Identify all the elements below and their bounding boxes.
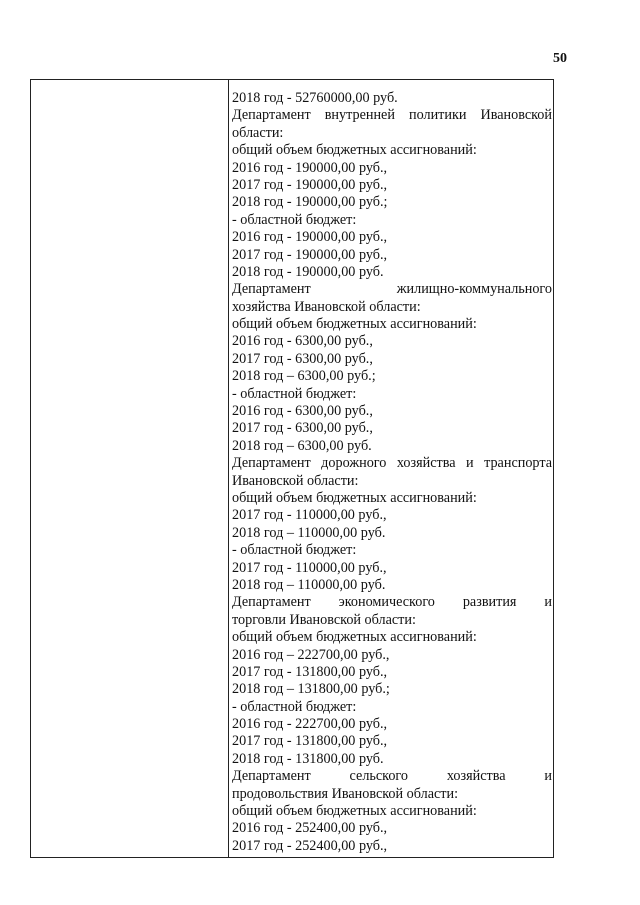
text-line: 2016 год - 190000,00 руб., <box>232 159 388 176</box>
text-line: 2018 год – 131800,00 руб.; <box>232 681 390 698</box>
text-line: 2018 год – 110000,00 руб. <box>232 576 386 593</box>
text-line: 2017 год - 6300,00 руб., <box>232 420 373 437</box>
text-line: Департамент дорожного хозяйства и транспорта <box>232 455 552 472</box>
text-line: 2018 год – 6300,00 руб. <box>232 437 372 454</box>
text-line: общий объем бюджетных ассигнований: <box>232 142 477 159</box>
text-line: 2018 год - 52760000,00 руб. <box>232 90 398 106</box>
budget-table <box>30 79 554 858</box>
text-line: Департамент внутренней политики Ивановской <box>232 107 552 124</box>
column-divider <box>228 80 229 857</box>
table-right-cell <box>232 90 552 858</box>
text-line: 2017 год - 6300,00 руб., <box>232 350 373 367</box>
text-line: Департамент сельского хозяйства и <box>232 768 552 785</box>
text-line: 2016 год - 190000,00 руб., <box>232 229 388 246</box>
text-line: 2017 год - 190000,00 руб., <box>232 246 388 263</box>
text-line: 2017 год - 110000,00 руб., <box>232 559 387 576</box>
text-line: 2017 год - 131800,00 руб., <box>232 733 388 750</box>
text-line: - областной бюджет: <box>232 542 357 559</box>
text-line: 2016 год - 222700,00 руб., <box>232 716 388 733</box>
text-line: общий объем бюджетных ассигнований: <box>232 489 477 506</box>
text-line: 2017 год - 190000,00 руб., <box>232 176 388 193</box>
text-line: торговли Ивановской области: <box>232 611 416 628</box>
text-line: Департамент экономического развития и <box>232 594 552 611</box>
table-left-cell <box>31 80 228 857</box>
text-line: общий объем бюджетных ассигнований: <box>232 629 477 646</box>
text-line: Департамент жилищно-коммунального <box>232 281 552 298</box>
text-line: Ивановской области: <box>232 472 359 489</box>
text-line: 2017 год - 110000,00 руб., <box>232 507 387 524</box>
text-line: 2018 год - 131800,00 руб. <box>232 750 384 767</box>
text-line: 2016 год - 252400,00 руб., <box>232 820 388 837</box>
text-line: 2018 год – 110000,00 руб. <box>232 524 386 541</box>
text-line: общий объем бюджетных ассигнований: <box>232 803 477 820</box>
page-number: 50 <box>553 51 567 66</box>
text-line: - областной бюджет: <box>232 698 357 715</box>
text-line: - областной бюджет: <box>232 385 357 402</box>
text-line: - областной бюджет: <box>232 211 357 228</box>
text-line: 2017 год - 131800,00 руб., <box>232 663 388 680</box>
text-line: 2016 год – 222700,00 руб., <box>232 646 390 663</box>
text-line: 2017 год - 252400,00 руб., <box>232 837 388 854</box>
text-line: хозяйства Ивановской области: <box>232 298 421 315</box>
text-line: 2018 год - 190000,00 руб.; <box>232 194 388 211</box>
text-line: общий объем бюджетных ассигнований: <box>232 316 477 333</box>
text-line: 2018 год - 190000,00 руб. <box>232 263 384 280</box>
text-line: 2018 год – 6300,00 руб.; <box>232 368 376 385</box>
text-line: продовольствия Ивановской области: <box>232 785 459 802</box>
text-line: 2016 год - 6300,00 руб., <box>232 403 373 420</box>
text-line: области: <box>232 124 284 141</box>
text-line: 2016 год - 6300,00 руб., <box>232 333 373 350</box>
